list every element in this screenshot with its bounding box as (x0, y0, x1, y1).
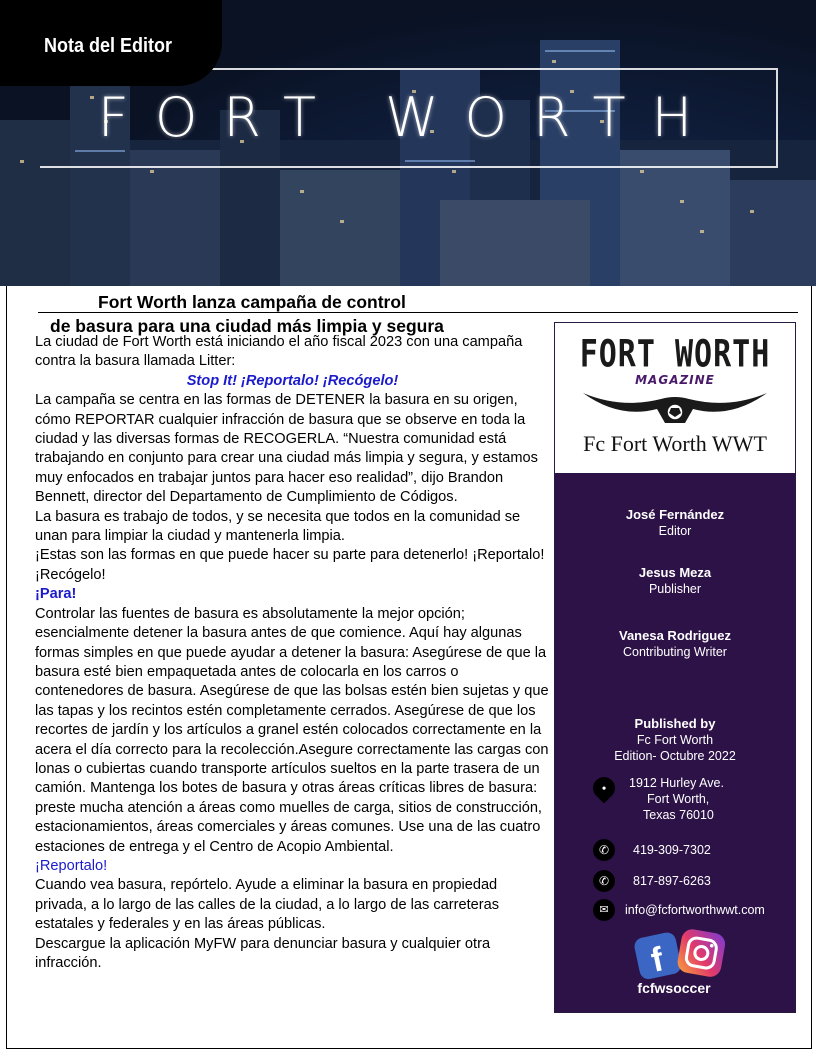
paragraph-stop: Controlar las fuentes de basura es absolutamente la mejor opción; esencialmente detener la basura antes de que comience. Aquí hay algunas formas simples en que puede ayudar a detener la basura: Asegúrese de que la basura esté bien empaquetada antes de colocarla en los carros o contenedores de basura. Asegúrese de que las bolsas estén bien sujetas y que las tapas y los recintos estén completamente cerrados. Asegúrese de que los recortes de jardín y los artículos a granel estén colocados correctamente en la acera el día correcto para la recolección.Asegure correctamente las cargas con lonas o cubiertas cuando transporte artículos sueltos en la parte trasera de un camión. Mantenga los botes de basura y otras áreas críticas libres de basura: preste mucha atención a áreas como muelles de carga, sitios de construcción, estacionamientos, áreas comerciales y áreas comunes. Use una de las cuatro estaciones de entrega y el Centro de Acopio Ambiental. (35, 605, 549, 855)
headline-divider (38, 312, 798, 313)
logo-subtitle: MAGAZINE (635, 373, 715, 387)
staff-name: José Fernández (625, 507, 725, 522)
email-address[interactable]: info@fcfortworthwwt.com (625, 903, 765, 917)
staff-writer (555, 628, 795, 660)
campaign-slogan: Stop It! ¡Reportalo! ¡Recógelo! (186, 372, 399, 389)
staff-editor (555, 507, 795, 539)
publication-info (555, 716, 795, 764)
address-line-1: 1912 Hurley Ave. (629, 776, 724, 790)
phone-number[interactable]: 419-309-7302 (633, 843, 711, 857)
address-line-3: Texas 76010 (643, 808, 714, 822)
club-name: Fc Fort Worth WWT (583, 431, 767, 456)
editor-note-label: Nota del Editor (44, 35, 173, 57)
editor-note-tab (0, 0, 222, 86)
paragraph-ways: ¡Estas son las formas en que puede hacer su parte para detenerlo! ¡Reportalo! ¡Recógelo! (35, 547, 545, 583)
address-line-2: Fort Worth, (647, 792, 710, 806)
headline-line-1: Fort Worth lanza campaña de control (98, 292, 406, 312)
paragraph-report: Cuando vea basura, repórtelo. Ayude a eliminar la basura en propiedad privada, a lo largo de las calles de la ciudad, a lo largo de las carreteras estatales y federales y en las áreas públicas. (35, 877, 500, 933)
email-icon: ✉ (593, 899, 615, 921)
hero-banner (0, 0, 816, 286)
svg-text:f: f (647, 940, 667, 980)
phone-icon: ✆ (593, 870, 615, 892)
paragraph-app: Descargue la aplicación MyFW para denunciar basura y cualquier otra infracción. (35, 935, 491, 971)
social-media-icons (631, 927, 731, 983)
logo-title: FORT WORTH (579, 332, 771, 377)
phone-icon: ✆ (593, 839, 615, 861)
phone-number[interactable]: 817-897-6263 (633, 874, 711, 888)
city-title: FORT WORTH (97, 86, 719, 149)
paragraph-campaign: La campaña se centra en las formas de DETENER la basura en su origen, cómo REPORTAR cualquier infracción de basura que se observe en toda la ciudad y las diversas formas de RECOGERLA. “Nuestra comunidad está trabajando en conjunto para crear una ciudad más limpia y segura, y estamos muy enfocados en trabajar juntos para hacer eso realidad”, dijo Brandon Bennett, director del Departamento de Cumplimiento de Códigos. (35, 392, 538, 506)
facebook-icon (633, 931, 683, 983)
instagram-icon (676, 928, 727, 979)
masthead-sidebar (554, 322, 796, 1013)
staff-publisher (555, 565, 795, 597)
social-handle[interactable]: fcfwsoccer (637, 980, 711, 996)
staff-role: Contributing Writer (623, 645, 727, 659)
longhorn-icon (581, 379, 769, 425)
article-headline (38, 290, 538, 338)
staff-role: Editor (658, 524, 692, 538)
heading-para: ¡Para! (35, 586, 77, 603)
edition-label: Edition- Octubre 2022 (614, 749, 736, 763)
staff-name: Jesus Meza (638, 565, 712, 580)
publisher-name: Fc Fort Worth (636, 733, 714, 747)
staff-name: Vanesa Rodriguez (619, 628, 731, 643)
location-pin-icon: • (588, 772, 619, 803)
paragraph-everyone: La basura es trabajo de todos, y se necesita que todos en la comunidad se unan para limpiar la ciudad y mantenerla limpia. (35, 508, 521, 545)
article-body (35, 333, 550, 973)
magazine-logo (555, 323, 795, 473)
paragraph-intro: La ciudad de Fort Worth está iniciando el año fiscal 2023 con una campaña contra la basura llamada Litter: (35, 334, 523, 370)
headline-line-2: de basura para una ciudad más limpia y segura (50, 316, 444, 336)
heading-reportalo: ¡Reportalo! (35, 857, 108, 874)
published-by-label: Published by (634, 716, 716, 731)
staff-role: Publisher (648, 582, 702, 596)
